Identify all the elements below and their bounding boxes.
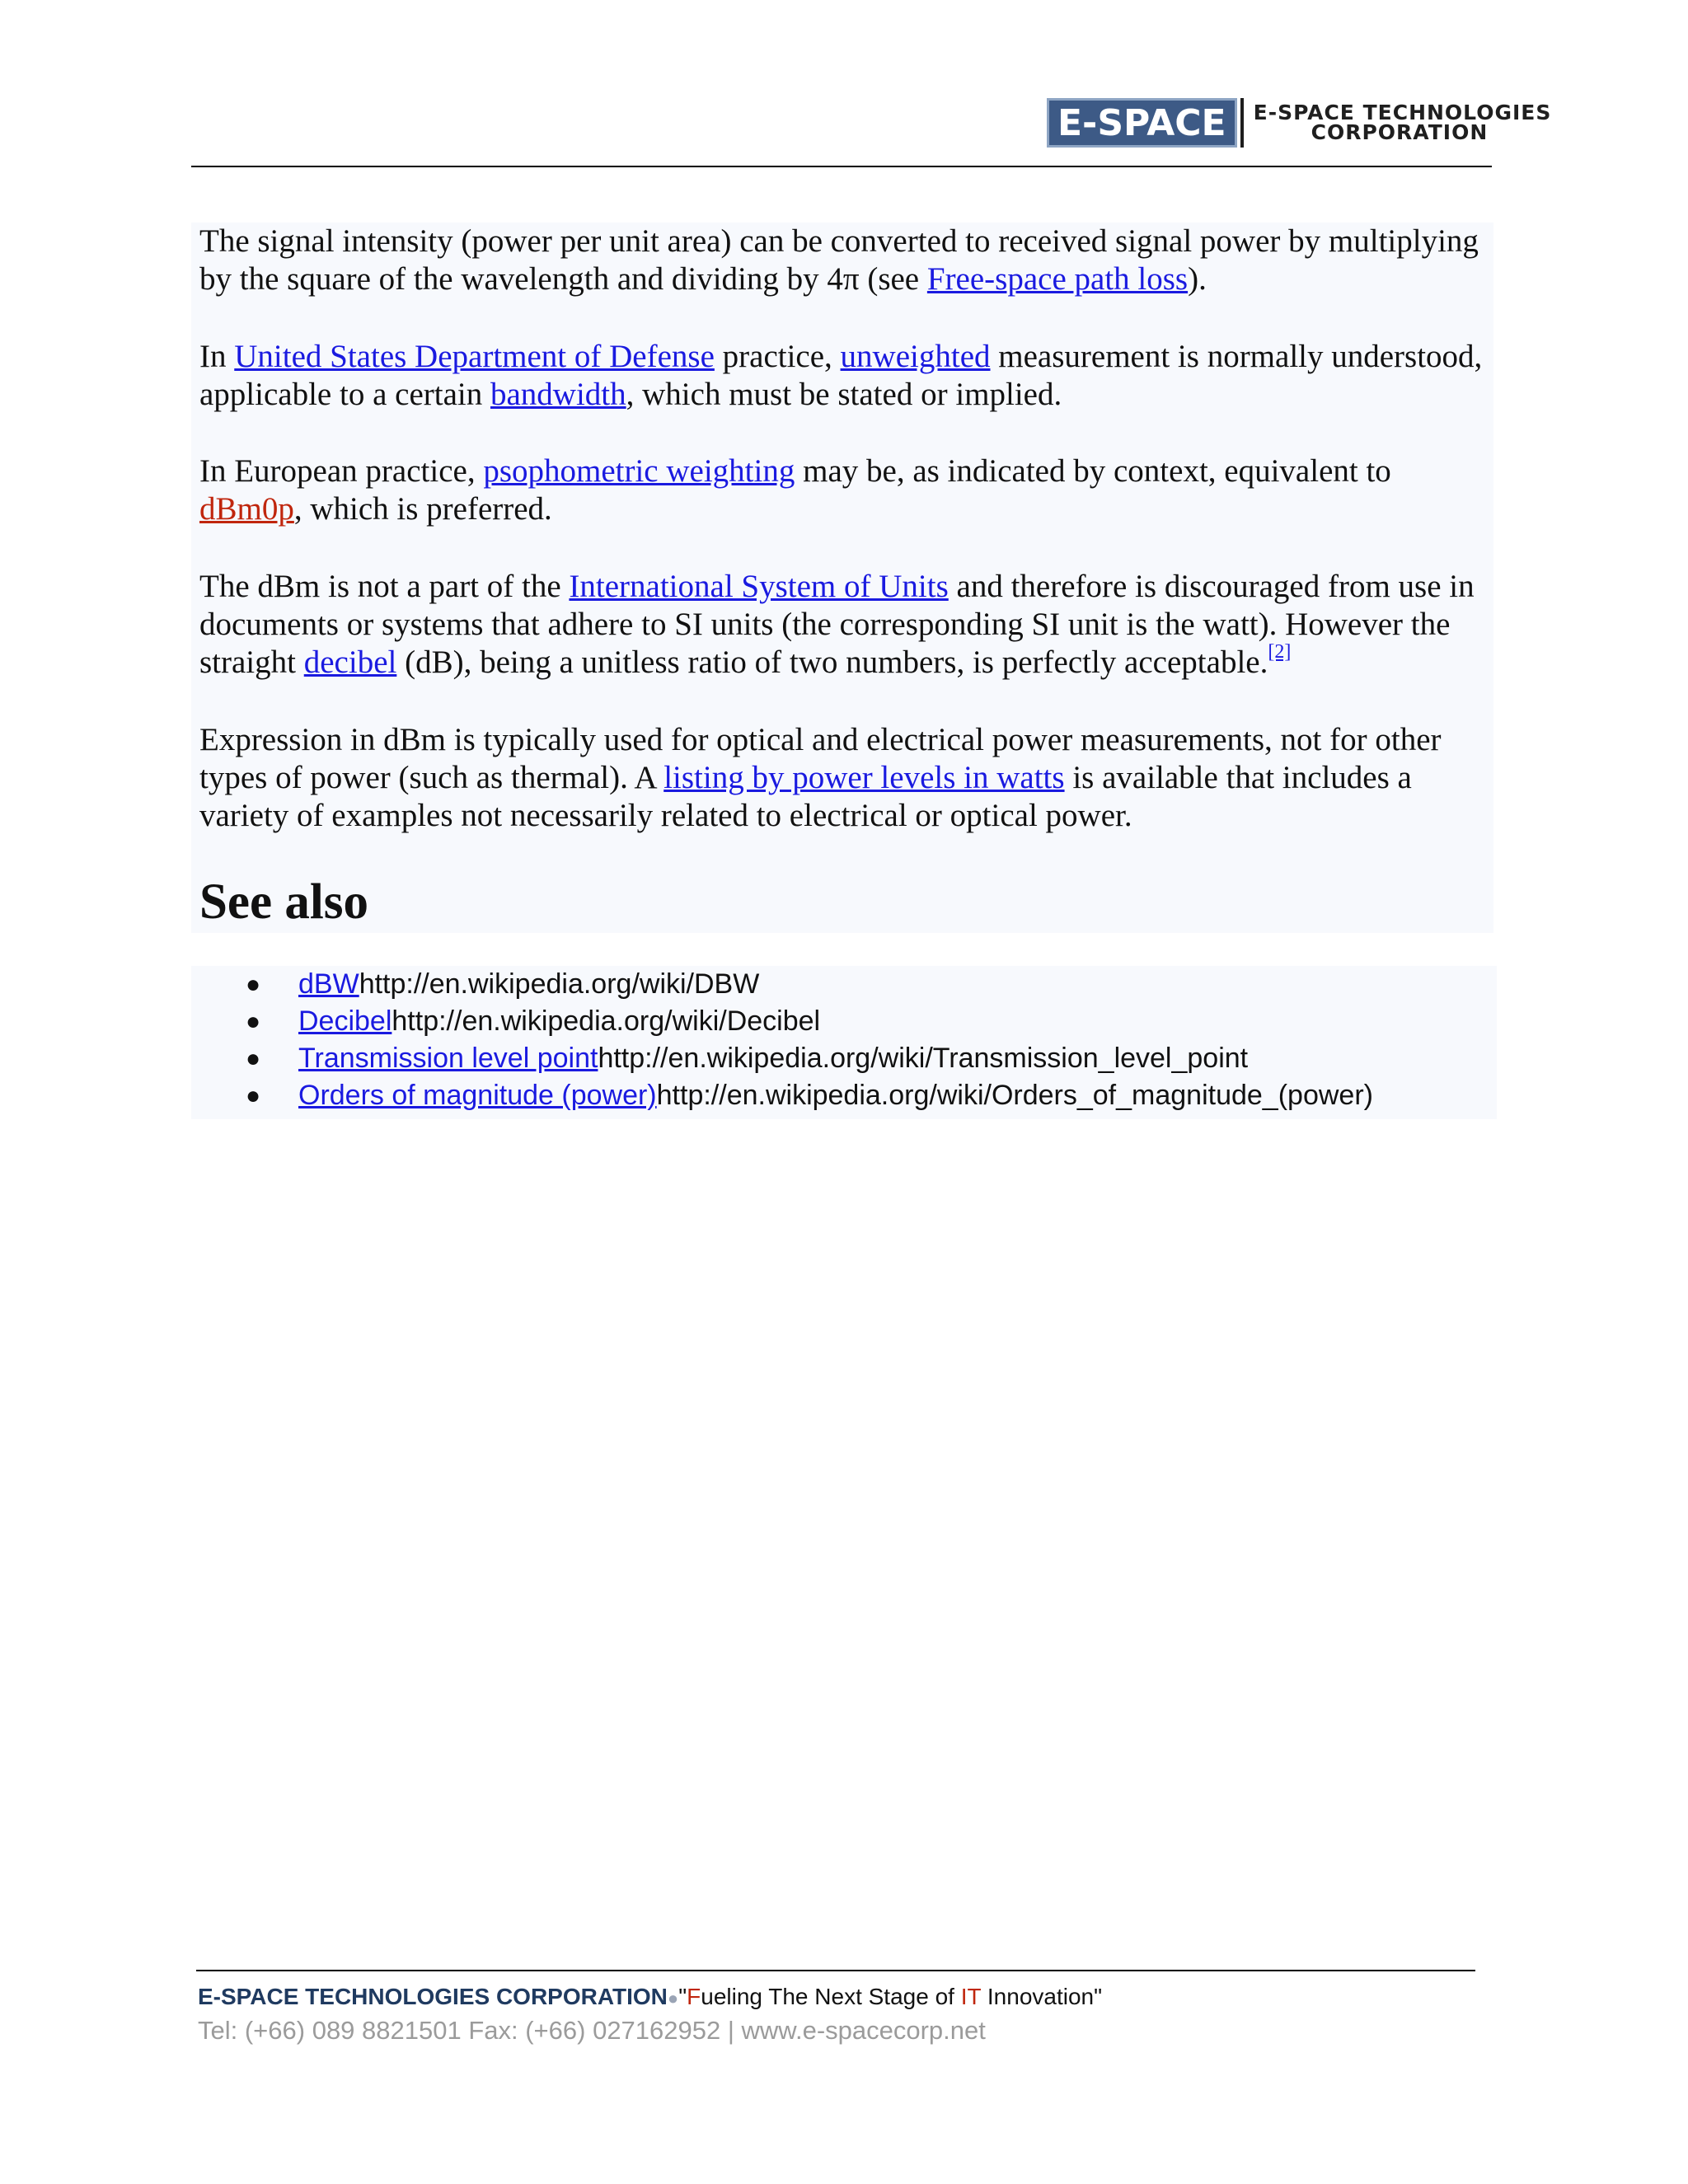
link-bandwidth[interactable]: bandwidth: [490, 377, 626, 412]
link-orders-of-magnitude-power[interactable]: Orders of magnitude (power): [298, 1080, 657, 1111]
text: The dBm is not a part of the: [199, 569, 570, 604]
article-body: [191, 223, 1493, 933]
paragraph-si-units: [199, 568, 1493, 682]
see-also-list: [191, 966, 1497, 1119]
text: measurement is normally understood, applicable to a certain: [199, 339, 1483, 412]
text: ": [678, 1984, 687, 2009]
link-us-department-of-defense[interactable]: United States Department of Defense: [234, 339, 715, 374]
link-decibel-item[interactable]: Decibel: [298, 1005, 392, 1037]
footer-dot-icon: ●: [667, 1988, 679, 2008]
text: may be, as indicated by context, equivalent to: [795, 453, 1391, 489]
text: F: [687, 1984, 701, 2009]
logo-line-1: E-SPACE TECHNOLOGIES: [1253, 101, 1552, 124]
text: ueling The Next Stage of: [701, 1984, 961, 2009]
link-psophometric-weighting[interactable]: psophometric weighting: [483, 453, 795, 489]
company-logo: [1047, 97, 1551, 148]
url-text: http://en.wikipedia.org/wiki/Decibel: [392, 1005, 821, 1037]
bullet-icon: ●: [246, 971, 261, 998]
text: The signal intensity (power per unit area) can be converted to received signal power by multiplying by the square of the wavelength and dividing by 4π (see: [199, 223, 1479, 297]
paragraph-dod-practice: [199, 338, 1493, 414]
text: is available that includes a variety of examples not necessarily related to electrical or optical power.: [199, 760, 1412, 833]
link-decibel[interactable]: decibel: [303, 644, 397, 680]
text: (dB), being a unitless ratio of two numbers, is perfectly acceptable.: [396, 644, 1268, 680]
text: and therefore is discouraged from use in documents or systems that adhere to SI units (the corresponding SI unit is the watt). However the straight: [199, 569, 1475, 680]
url-text: http://en.wikipedia.org/wiki/Transmission_level_point: [598, 1043, 1249, 1074]
text: In: [199, 339, 235, 374]
link-international-system-of-units[interactable]: International System of Units: [569, 569, 949, 604]
footer-company: E-SPACE TECHNOLOGIES CORPORATION: [198, 1984, 668, 2009]
citation-2[interactable]: [2]: [1268, 641, 1292, 663]
link-transmission-level-point[interactable]: Transmission level point: [298, 1043, 598, 1074]
see-also-heading: See also: [199, 874, 369, 930]
link-unweighted[interactable]: unweighted: [840, 339, 991, 374]
logo-line-2: CORPORATION: [1311, 120, 1489, 144]
footer-divider: [196, 1970, 1475, 1971]
paragraph-expression-dbm: [199, 721, 1493, 835]
logo-wordmark: [1254, 103, 1552, 143]
text: , which is preferred.: [293, 491, 552, 527]
bullet-icon: ●: [246, 1045, 261, 1072]
url-text: http://en.wikipedia.org/wiki/DBW: [359, 968, 760, 1000]
link-listing-by-power-levels[interactable]: listing by power levels in watts: [663, 760, 1065, 795]
paragraph-european-practice: [199, 452, 1493, 528]
link-dbm0p[interactable]: dBm0p: [199, 491, 294, 527]
text: practice,: [714, 339, 841, 374]
text: , which must be stated or implied.: [626, 377, 1062, 412]
bullet-icon: ●: [246, 1082, 261, 1109]
logo-separator: [1240, 98, 1244, 148]
url-text: http://en.wikipedia.org/wiki/Orders_of_magnitude_(power): [656, 1080, 1373, 1111]
text: IT: [960, 1984, 982, 2009]
footer-contact: Tel: (+66) 089 8821501 Fax: (+66) 027162952 | www.e-spacecorp.net: [198, 2016, 986, 2045]
text: In European practice,: [199, 453, 484, 489]
text: Innovation": [981, 1984, 1103, 2009]
paragraph-signal-intensity: [199, 223, 1493, 298]
header-divider: [191, 166, 1492, 167]
logo-box: E-SPACE: [1047, 98, 1237, 148]
link-free-space-path-loss[interactable]: Free-space path loss: [926, 261, 1189, 297]
text: ).: [1188, 261, 1207, 297]
bullet-icon: ●: [246, 1008, 261, 1035]
text: Expression in dBm is typically used for optical and electrical power measurements, not for other types of power (such as thermal). A: [199, 722, 1442, 795]
footer-tagline: [198, 1982, 1102, 2013]
link-dbw[interactable]: dBW: [298, 968, 359, 1000]
